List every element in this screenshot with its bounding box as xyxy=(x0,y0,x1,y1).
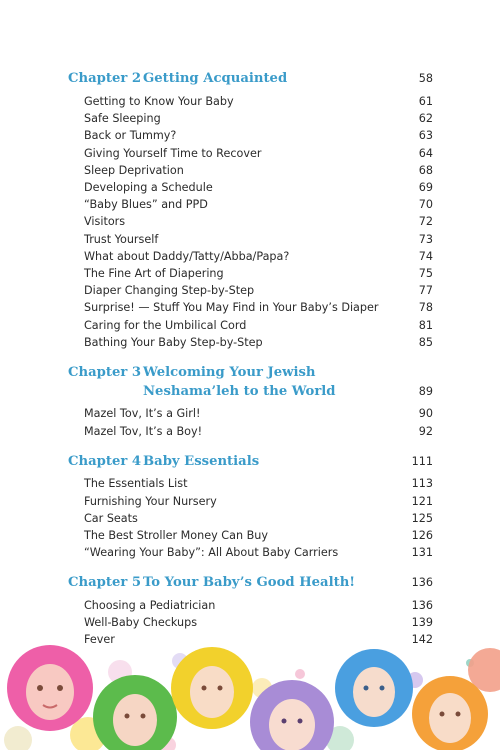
toc-entry[interactable] xyxy=(84,180,433,195)
chapter-page-number: 136 xyxy=(411,576,433,589)
entry-label: Sleep Deprivation xyxy=(84,164,184,177)
entry-label: The Fine Art of Diapering xyxy=(84,267,224,280)
toc-entry[interactable] xyxy=(84,249,433,264)
entry-label: Giving Yourself Time to Recover xyxy=(84,147,262,160)
entry-page-number: 121 xyxy=(411,495,433,508)
orange-baby-circle xyxy=(412,676,488,750)
entry-label: Diaper Changing Step-by-Step xyxy=(84,284,255,297)
entry-page-number: 78 xyxy=(418,301,433,314)
entry-label: Well-Baby Checkups xyxy=(84,616,198,629)
toc-entry[interactable] xyxy=(84,214,433,229)
entry-page-number: 73 xyxy=(418,233,433,246)
entry-page-number: 68 xyxy=(418,164,433,177)
green-baby-circle xyxy=(93,675,177,750)
entry-label: What about Daddy/Tatty/Abba/Papa? xyxy=(84,250,290,263)
entry-label: Visitors xyxy=(84,215,126,228)
entry-label: Choosing a Pediatrician xyxy=(84,599,216,612)
entry-page-number: 70 xyxy=(418,198,433,211)
toc-entry[interactable] xyxy=(84,615,433,630)
entry-label: The Best Stroller Money Can Buy xyxy=(84,529,268,542)
chapter-number: Chapter 5 xyxy=(68,575,142,590)
entry-page-number: 92 xyxy=(418,425,433,438)
chapter-page-number: 111 xyxy=(411,455,433,468)
entry-page-number: 113 xyxy=(411,477,433,490)
entry-label: Furnishing Your Nursery xyxy=(84,495,217,508)
yellow-baby-circle xyxy=(171,647,253,729)
chapter-number: Chapter 2 xyxy=(68,71,142,86)
chapter-heading[interactable] xyxy=(68,363,433,399)
toc-entry[interactable] xyxy=(84,197,433,212)
chapter-title: Getting Acquainted xyxy=(143,71,288,86)
chapter-title: Baby Essentials xyxy=(143,454,260,469)
toc-entry[interactable] xyxy=(84,545,433,560)
toc-entry[interactable] xyxy=(84,511,433,526)
entry-page-number: 125 xyxy=(411,512,433,525)
toc-entry[interactable] xyxy=(84,266,433,281)
entry-page-number: 64 xyxy=(418,147,433,160)
chapter-number: Chapter 3 xyxy=(68,365,142,380)
entry-page-number: 85 xyxy=(418,336,433,349)
chapter-heading[interactable] xyxy=(68,573,433,592)
entry-label: “Baby Blues” and PPD xyxy=(84,198,208,211)
toc-entry[interactable] xyxy=(84,128,433,143)
entry-page-number: 139 xyxy=(411,616,433,629)
toc-entry[interactable] xyxy=(84,232,433,247)
entry-label: Bathing Your Baby Step-by-Step xyxy=(84,336,263,349)
entry-page-number: 81 xyxy=(418,319,433,332)
baby-faces-decoration xyxy=(0,640,500,750)
blue-baby-circle xyxy=(335,649,413,727)
entry-page-number: 72 xyxy=(418,215,433,228)
toc-entry[interactable] xyxy=(84,406,433,421)
entry-page-number: 69 xyxy=(418,181,433,194)
chapter-page-number: 58 xyxy=(418,72,433,85)
entry-page-number: 74 xyxy=(418,250,433,263)
toc-entry[interactable] xyxy=(84,494,433,509)
entry-label: “Wearing Your Baby”: All About Baby Carriers xyxy=(84,546,339,559)
entry-page-number: 77 xyxy=(418,284,433,297)
entry-page-number: 142 xyxy=(411,633,433,646)
toc-entry[interactable] xyxy=(84,300,433,315)
chapter-title: Welcoming Your Jewish Neshama’leh to the World xyxy=(143,365,336,399)
entry-page-number: 126 xyxy=(411,529,433,542)
chapter-heading[interactable] xyxy=(68,69,433,88)
toc-entry[interactable] xyxy=(84,283,433,298)
toc-entry[interactable] xyxy=(84,146,433,161)
toc-entry[interactable] xyxy=(84,335,433,350)
toc-entry[interactable] xyxy=(84,94,433,109)
toc-entry[interactable] xyxy=(84,318,433,333)
entry-label: Mazel Tov, It’s a Boy! xyxy=(84,425,203,438)
entry-label: Developing a Schedule xyxy=(84,181,213,194)
entry-page-number: 63 xyxy=(418,129,433,142)
toc-entry[interactable] xyxy=(84,528,433,543)
entry-label: Getting to Know Your Baby xyxy=(84,95,234,108)
entry-label: Car Seats xyxy=(84,512,138,525)
entry-label: Trust Yourself xyxy=(84,233,159,246)
entry-label: The Essentials List xyxy=(84,477,188,490)
bubble-decoration xyxy=(295,669,305,679)
entry-page-number: 75 xyxy=(418,267,433,280)
entry-page-number: 136 xyxy=(411,599,433,612)
pink-baby-circle xyxy=(7,645,93,731)
entry-label: Mazel Tov, It’s a Girl! xyxy=(84,407,201,420)
chapter-title: To Your Baby’s Good Health! xyxy=(143,575,356,590)
toc-entry[interactable] xyxy=(84,424,433,439)
entry-label: Fever xyxy=(84,633,115,646)
chapter-heading[interactable] xyxy=(68,452,433,471)
entry-page-number: 62 xyxy=(418,112,433,125)
entry-page-number: 61 xyxy=(418,95,433,108)
entry-page-number: 90 xyxy=(418,407,433,420)
bubble-decoration xyxy=(4,726,32,750)
chapter-number: Chapter 4 xyxy=(68,454,142,469)
entry-label: Caring for the Umbilical Cord xyxy=(84,319,247,332)
toc-entry[interactable] xyxy=(84,163,433,178)
chapter-page-number: 89 xyxy=(418,385,433,398)
entry-page-number: 131 xyxy=(411,546,433,559)
entry-label: Surprise! — Stuff You May Find in Your Baby’s Diaper xyxy=(84,301,379,314)
toc-entry[interactable] xyxy=(84,476,433,491)
toc-entry[interactable] xyxy=(84,598,433,613)
entry-label: Safe Sleeping xyxy=(84,112,161,125)
entry-label: Back or Tummy? xyxy=(84,129,177,142)
toc-entry[interactable] xyxy=(84,111,433,126)
